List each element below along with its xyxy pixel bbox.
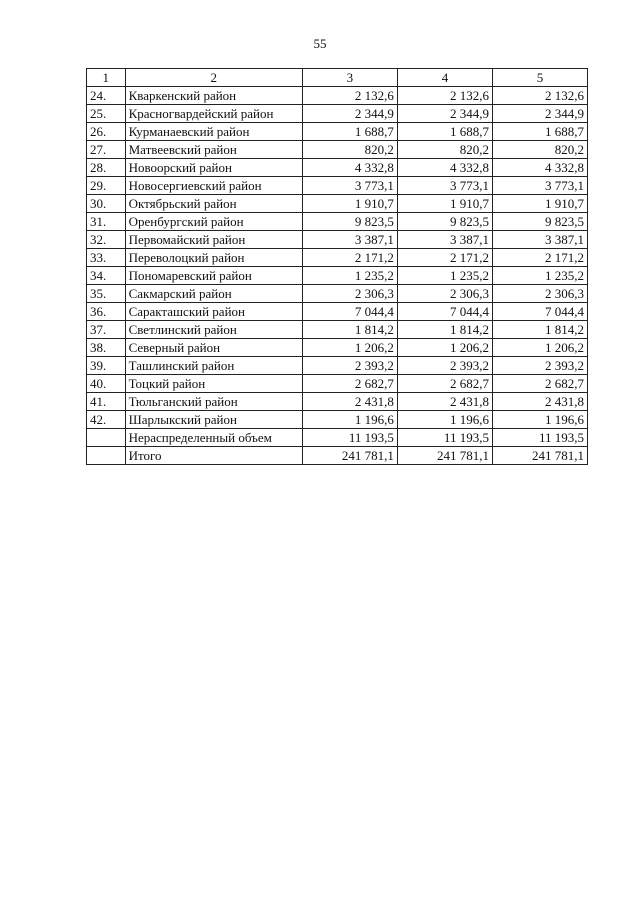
row-number: 33. — [87, 249, 126, 267]
table-row — [87, 447, 588, 465]
row-number: 36. — [87, 303, 126, 321]
value-col3: 2 171,2 — [302, 249, 397, 267]
table-row — [87, 213, 588, 231]
row-number: 34. — [87, 267, 126, 285]
value-col5: 2 306,3 — [492, 285, 587, 303]
value-col3: 241 781,1 — [302, 447, 397, 465]
value-col5: 9 823,5 — [492, 213, 587, 231]
table-row — [87, 231, 588, 249]
value-col4: 11 193,5 — [397, 429, 492, 447]
value-col4: 1 235,2 — [397, 267, 492, 285]
value-col5: 820,2 — [492, 141, 587, 159]
value-col4: 2 431,8 — [397, 393, 492, 411]
district-name: Новосергиевский район — [125, 177, 302, 195]
row-number: 30. — [87, 195, 126, 213]
value-col5: 1 206,2 — [492, 339, 587, 357]
district-name: Первомайский район — [125, 231, 302, 249]
district-name: Ташлинский район — [125, 357, 302, 375]
value-col3: 2 393,2 — [302, 357, 397, 375]
district-name: Красногвардейский район — [125, 105, 302, 123]
value-col3: 7 044,4 — [302, 303, 397, 321]
row-number: 42. — [87, 411, 126, 429]
value-col3: 1 196,6 — [302, 411, 397, 429]
value-col4: 9 823,5 — [397, 213, 492, 231]
value-col5: 2 682,7 — [492, 375, 587, 393]
value-col5: 3 773,1 — [492, 177, 587, 195]
value-col3: 2 132,6 — [302, 87, 397, 105]
value-col3: 2 431,8 — [302, 393, 397, 411]
row-number: 35. — [87, 285, 126, 303]
row-number: 24. — [87, 87, 126, 105]
district-name: Тоцкий район — [125, 375, 302, 393]
value-col4: 3 387,1 — [397, 231, 492, 249]
value-col5: 2 344,9 — [492, 105, 587, 123]
district-name: Светлинский район — [125, 321, 302, 339]
budget-table — [86, 68, 588, 465]
value-col4: 1 910,7 — [397, 195, 492, 213]
value-col3: 1 814,2 — [302, 321, 397, 339]
row-number: 40. — [87, 375, 126, 393]
row-number: 32. — [87, 231, 126, 249]
table-row — [87, 303, 588, 321]
row-number: 28. — [87, 159, 126, 177]
header-cell-col1: 1 — [87, 69, 126, 87]
table-row — [87, 141, 588, 159]
value-col4: 2 171,2 — [397, 249, 492, 267]
table-row — [87, 393, 588, 411]
value-col4: 3 773,1 — [397, 177, 492, 195]
district-name: Кваркенский район — [125, 87, 302, 105]
value-col3: 1 206,2 — [302, 339, 397, 357]
value-col5: 2 132,6 — [492, 87, 587, 105]
district-name: Пономаревский район — [125, 267, 302, 285]
value-col4: 820,2 — [397, 141, 492, 159]
value-col3: 1 235,2 — [302, 267, 397, 285]
district-name: Саракташский район — [125, 303, 302, 321]
table-row — [87, 321, 588, 339]
value-col4: 7 044,4 — [397, 303, 492, 321]
district-name: Оренбургский район — [125, 213, 302, 231]
row-number: 25. — [87, 105, 126, 123]
row-number: 27. — [87, 141, 126, 159]
header-cell-col2: 2 — [125, 69, 302, 87]
district-name: Переволоцкий район — [125, 249, 302, 267]
value-col5: 1 688,7 — [492, 123, 587, 141]
value-col3: 4 332,8 — [302, 159, 397, 177]
row-number: 38. — [87, 339, 126, 357]
value-col3: 3 773,1 — [302, 177, 397, 195]
table-row — [87, 375, 588, 393]
value-col3: 1 688,7 — [302, 123, 397, 141]
row-number: 39. — [87, 357, 126, 375]
value-col3: 9 823,5 — [302, 213, 397, 231]
table-row — [87, 429, 588, 447]
value-col5: 1 196,6 — [492, 411, 587, 429]
row-number — [87, 447, 126, 465]
value-col5: 1 910,7 — [492, 195, 587, 213]
value-col4: 2 682,7 — [397, 375, 492, 393]
table-header-row — [87, 69, 588, 87]
value-col5: 7 044,4 — [492, 303, 587, 321]
row-number: 29. — [87, 177, 126, 195]
value-col4: 1 814,2 — [397, 321, 492, 339]
value-col5: 1 235,2 — [492, 267, 587, 285]
row-number: 41. — [87, 393, 126, 411]
table-row — [87, 249, 588, 267]
table-row — [87, 123, 588, 141]
table-row — [87, 105, 588, 123]
value-col4: 2 344,9 — [397, 105, 492, 123]
value-col5: 2 431,8 — [492, 393, 587, 411]
district-name: Матвеевский район — [125, 141, 302, 159]
district-name: Итого — [125, 447, 302, 465]
value-col5: 4 332,8 — [492, 159, 587, 177]
table-row — [87, 159, 588, 177]
table-row — [87, 357, 588, 375]
district-name: Нераспределенный объем — [125, 429, 302, 447]
value-col3: 2 344,9 — [302, 105, 397, 123]
district-name: Курманаевский район — [125, 123, 302, 141]
value-col4: 2 132,6 — [397, 87, 492, 105]
value-col5: 3 387,1 — [492, 231, 587, 249]
value-col4: 1 196,6 — [397, 411, 492, 429]
table-row — [87, 177, 588, 195]
value-col3: 1 910,7 — [302, 195, 397, 213]
row-number — [87, 429, 126, 447]
header-cell-col4: 4 — [397, 69, 492, 87]
value-col3: 3 387,1 — [302, 231, 397, 249]
table-row — [87, 285, 588, 303]
table-row — [87, 195, 588, 213]
value-col4: 241 781,1 — [397, 447, 492, 465]
row-number: 31. — [87, 213, 126, 231]
district-name: Северный район — [125, 339, 302, 357]
value-col3: 11 193,5 — [302, 429, 397, 447]
value-col4: 4 332,8 — [397, 159, 492, 177]
value-col3: 2 306,3 — [302, 285, 397, 303]
table-row — [87, 411, 588, 429]
value-col5: 2 171,2 — [492, 249, 587, 267]
value-col5: 241 781,1 — [492, 447, 587, 465]
value-col5: 1 814,2 — [492, 321, 587, 339]
value-col5: 11 193,5 — [492, 429, 587, 447]
table-body — [87, 69, 588, 465]
table-row — [87, 267, 588, 285]
table-row — [87, 87, 588, 105]
value-col4: 2 393,2 — [397, 357, 492, 375]
row-number: 37. — [87, 321, 126, 339]
row-number: 26. — [87, 123, 126, 141]
district-name: Шарлыкский район — [125, 411, 302, 429]
page-number: 55 — [313, 36, 327, 51]
district-name: Тюльганский район — [125, 393, 302, 411]
district-name: Сакмарский район — [125, 285, 302, 303]
value-col4: 2 306,3 — [397, 285, 492, 303]
value-col5: 2 393,2 — [492, 357, 587, 375]
district-name: Октябрьский район — [125, 195, 302, 213]
value-col3: 820,2 — [302, 141, 397, 159]
table-row — [87, 339, 588, 357]
district-name: Новоорский район — [125, 159, 302, 177]
header-cell-col5: 5 — [492, 69, 587, 87]
header-cell-col3: 3 — [302, 69, 397, 87]
value-col4: 1 688,7 — [397, 123, 492, 141]
value-col4: 1 206,2 — [397, 339, 492, 357]
value-col3: 2 682,7 — [302, 375, 397, 393]
